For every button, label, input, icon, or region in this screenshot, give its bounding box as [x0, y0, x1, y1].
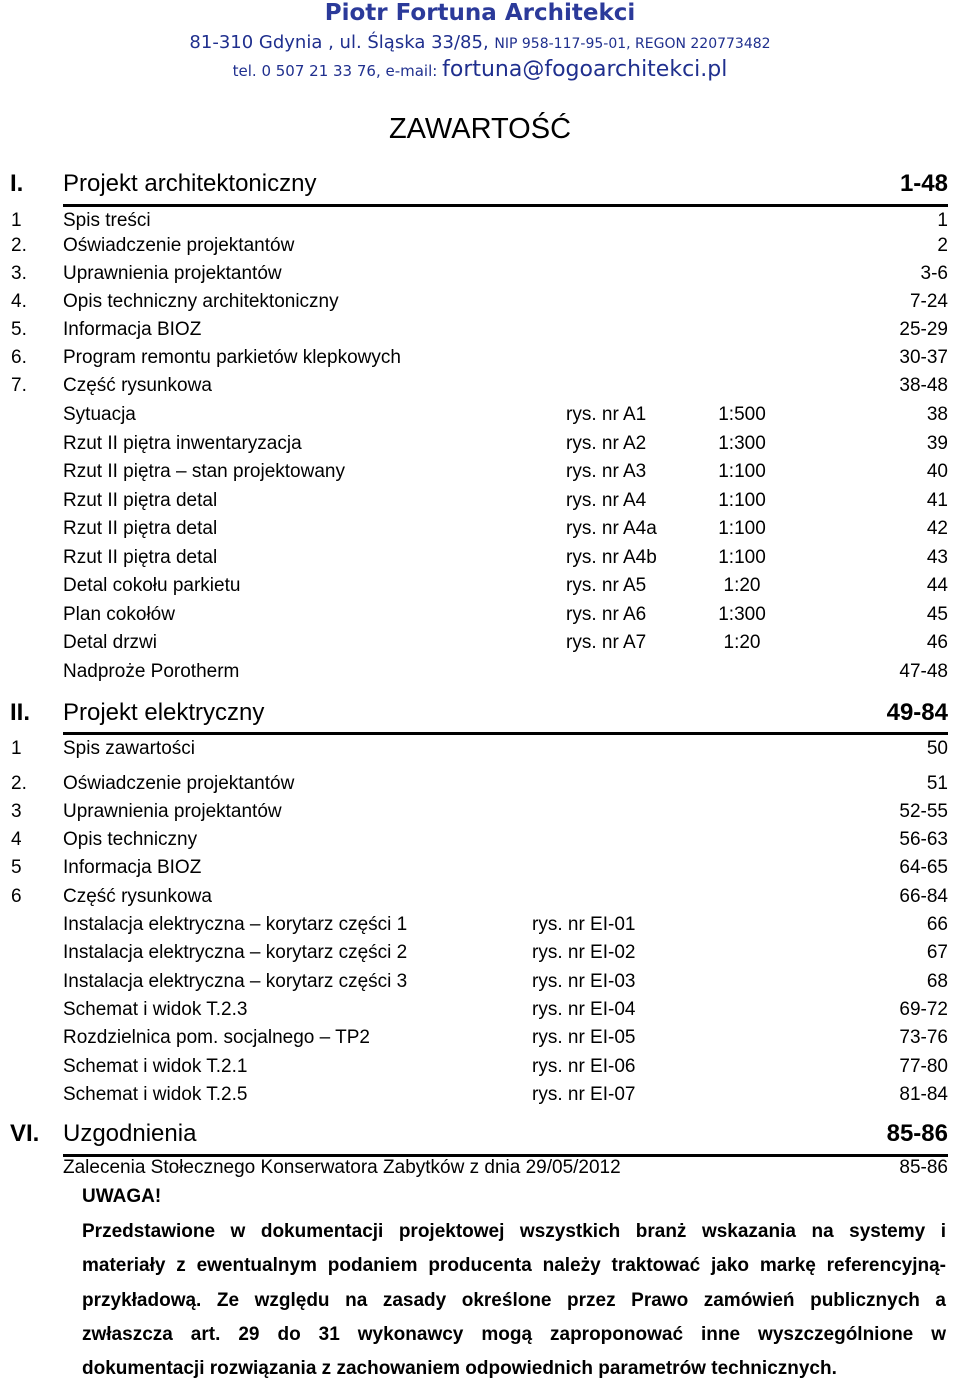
drawing-page: 77-80: [899, 1055, 948, 1077]
email-link[interactable]: fortuna@fogoarchitekci.pl: [442, 57, 728, 82]
item-page: 50: [926, 738, 948, 759]
drawing-title: Rzut II piętra detal: [63, 518, 218, 539]
drawing-ref: rys. nr EI-07: [532, 1083, 636, 1105]
drawing-ref: rys. nr EI-06: [532, 1055, 636, 1077]
company-name: Piotr Fortuna Architekci: [324, 0, 636, 26]
drawing-title: Plan cokołów: [63, 603, 175, 625]
note-line: Przedstawione w dokumentacji projektowej wszystkich branż wskazania na systemy i: [82, 1221, 946, 1242]
drawing-page: 38: [926, 404, 948, 425]
drawing-title: Detal cokołu parkietu: [63, 575, 241, 596]
item-title: Informacja BIOZ: [63, 857, 202, 878]
drawing-title: Schemat i widok T.2.3: [63, 998, 248, 1020]
phone-text: tel. 0 507 21 33 76, e-mail:: [232, 62, 438, 80]
item-page: 85-86: [899, 1157, 948, 1178]
drawing-ref: rys. nr EI-01: [532, 914, 636, 935]
drawing-ref: rys. nr A4a: [566, 518, 657, 539]
drawing-ref: rys. nr EI-03: [532, 970, 636, 992]
item-number: 4: [11, 829, 22, 850]
drawing-page: 41: [926, 489, 948, 511]
item-number: 1: [11, 210, 22, 231]
item-title: Część rysunkowa: [63, 886, 212, 907]
drawing-scale: 1:100: [718, 461, 766, 482]
drawing-ref: rys. nr A4: [566, 489, 647, 511]
drawing-title: Rzut II piętra – stan projektowany: [63, 461, 345, 482]
item-page: 66-84: [899, 886, 948, 907]
item-title: Uprawnienia projektantów: [63, 801, 282, 822]
item-number: 5: [11, 857, 22, 878]
drawing-title: Rzut II piętra detal: [63, 546, 218, 568]
drawing-title: Detal drzwi: [63, 632, 157, 653]
document-title: ZAWARTOŚĆ: [388, 113, 572, 145]
note-line: przykładową. Ze względu na zasady określone przez Prawo zamówień publicznych a: [82, 1290, 946, 1311]
drawing-page: 43: [926, 546, 948, 568]
section-2-range: 49-84: [886, 699, 948, 726]
drawing-page: 44: [926, 575, 948, 596]
item-number: 6.: [11, 347, 27, 368]
item-page: 51: [926, 773, 948, 794]
drawing-ref: rys. nr EI-02: [532, 942, 636, 964]
section-1-number: I.: [10, 170, 24, 197]
drawing-page: 42: [926, 518, 948, 539]
section-6-range: 85-86: [886, 1120, 948, 1147]
section-1-title: Projekt architektoniczny: [63, 170, 317, 197]
section-2-number: II.: [10, 699, 31, 726]
item-title: Opis techniczny architektoniczny: [63, 291, 339, 312]
drawing-title: Schemat i widok T.2.5: [63, 1083, 248, 1105]
section-6-title: Uzgodnienia: [63, 1120, 197, 1147]
drawing-scale: 1:100: [718, 489, 766, 511]
drawing-ref: rys. nr A5: [566, 575, 647, 596]
drawing-ref: rys. nr A6: [566, 603, 647, 625]
drawing-scale: 1:500: [718, 404, 766, 425]
item-title: Zalecenia Stołecznego Konserwatora Zabytków z dnia 29/05/2012: [63, 1157, 621, 1178]
drawing-page: 46: [926, 632, 948, 653]
item-page: 7-24: [909, 291, 948, 312]
item-title: Program remontu parkietów klepkowych: [63, 347, 401, 368]
section-2-rule: [63, 732, 948, 735]
note-line: materiały z ewentualnym podaniem producenta należy traktować jako markę referencyjną-: [82, 1255, 946, 1276]
drawing-title: Rzut II piętra inwentaryzacja: [63, 432, 302, 454]
address-text: 81-310 Gdynia , ul. Śląska 33/85,: [189, 32, 489, 53]
item-title: Część rysunkowa: [63, 375, 212, 396]
drawing-page: 40: [926, 461, 948, 482]
item-title: Oświadczenie projektantów: [63, 235, 295, 256]
drawing-scale: 1:100: [718, 546, 766, 568]
item-number: 3: [11, 801, 22, 822]
company-contact: [0, 57, 960, 82]
item-page: 30-37: [899, 347, 948, 368]
drawing-scale: 1:100: [718, 518, 766, 539]
drawing-title: Sytuacja: [63, 404, 136, 425]
drawing-title: Rzut II piętra detal: [63, 489, 218, 511]
drawing-scale: 1:20: [723, 575, 761, 596]
registry-text: NIP 958-117-95-01, REGON 220773482: [494, 36, 771, 52]
note-label: UWAGA!: [82, 1186, 162, 1207]
item-number: 6: [11, 886, 22, 907]
drawing-ref: rys. nr EI-05: [532, 1027, 636, 1049]
drawing-title: Rozdzielnica pom. socjalnego – TP2: [63, 1027, 370, 1049]
drawing-page: 45: [926, 603, 948, 625]
drawing-ref: rys. nr A7: [566, 632, 647, 653]
drawing-ref: rys. nr A4b: [566, 546, 657, 568]
item-number: 7.: [11, 375, 27, 396]
item-number: 2.: [11, 235, 27, 256]
item-title: Informacja BIOZ: [63, 319, 202, 340]
item-title: Uprawnienia projektantów: [63, 263, 282, 284]
drawing-page: 47-48: [899, 660, 948, 682]
item-number: 4.: [11, 291, 27, 312]
item-number: 1: [11, 738, 22, 759]
drawing-ref: rys. nr A1: [566, 404, 647, 425]
item-page: 2: [937, 235, 948, 256]
item-title: Oświadczenie projektantów: [63, 773, 295, 794]
item-title: Opis techniczny: [63, 829, 198, 850]
section-1-rule: [63, 204, 948, 207]
drawing-ref: rys. nr EI-04: [532, 998, 636, 1020]
drawing-title: Instalacja elektryczna – korytarz części 1: [63, 914, 408, 935]
drawing-page: 39: [926, 432, 948, 454]
item-number: 5.: [11, 319, 27, 340]
item-page: 38-48: [899, 375, 948, 396]
drawing-scale: 1:20: [723, 632, 761, 653]
drawing-page: 68: [926, 970, 948, 992]
item-title: Spis zawartości: [63, 738, 195, 759]
item-page: 25-29: [899, 319, 948, 340]
drawing-page: 73-76: [899, 1027, 948, 1049]
drawing-ref: rys. nr A3: [566, 461, 647, 482]
drawing-title: Instalacja elektryczna – korytarz części 2: [63, 942, 408, 964]
drawing-title: Nadproże Porotherm: [63, 660, 240, 682]
section-1-range: 1-48: [899, 170, 948, 197]
drawing-page: 66: [926, 914, 948, 935]
drawing-page: 81-84: [899, 1083, 948, 1105]
section-2-title: Projekt elektryczny: [63, 699, 265, 726]
drawing-page: 67: [926, 942, 948, 964]
drawing-scale: 1:300: [718, 432, 766, 454]
item-number: 3.: [11, 263, 27, 284]
drawing-page: 69-72: [899, 998, 948, 1020]
item-page: 64-65: [899, 857, 948, 878]
item-title: Spis treści: [63, 210, 151, 231]
drawing-ref: rys. nr A2: [566, 432, 647, 454]
item-page: 1: [937, 210, 948, 231]
item-page: 3-6: [920, 263, 948, 284]
item-page: 56-63: [899, 829, 948, 850]
note-line: dokumentacji rozwiązania z zachowaniem odpowiednich parametrów technicznych.: [82, 1358, 837, 1379]
note-line: zwłaszcza art. 29 do 31 wykonawcy mogą zaproponować inne wyszczególnione w: [82, 1324, 946, 1345]
section-6-number: VI.: [10, 1120, 40, 1147]
item-number: 2.: [11, 773, 27, 794]
drawing-title: Instalacja elektryczna – korytarz części 3: [63, 970, 408, 992]
company-address: [0, 32, 960, 53]
item-page: 52-55: [899, 801, 948, 822]
drawing-title: Schemat i widok T.2.1: [63, 1055, 248, 1077]
drawing-scale: 1:300: [718, 603, 766, 625]
